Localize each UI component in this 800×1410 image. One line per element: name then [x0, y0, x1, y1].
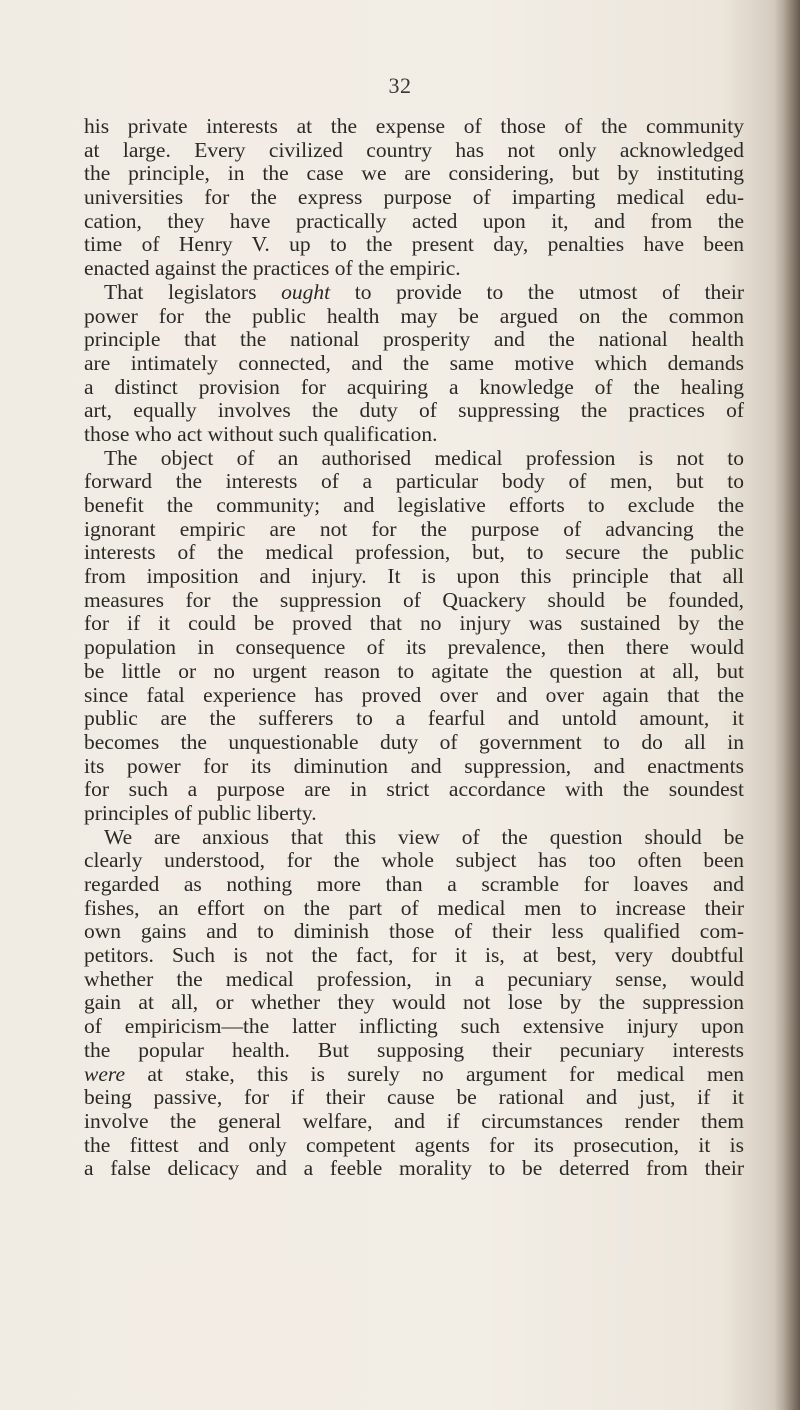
text-line: the principle, in the case we are considering, but by instituting	[84, 162, 744, 186]
text-line: petitors. Such is not the fact, for it is, at best, very doubtful	[84, 944, 744, 968]
text-line: its power for its diminution and suppression, and enactments	[84, 754, 744, 778]
text-line: enacted against the practices of the empiric.	[84, 257, 461, 281]
text-line: principle that the national prosperity and the national health	[84, 328, 744, 352]
emphasis: ought	[281, 280, 331, 304]
text-line: time of Henry V. up to the present day, penalties have been	[84, 233, 744, 257]
text-line: interests of the medical profession, but, to secure the public	[84, 541, 744, 565]
text-run: to provide to the utmost of their	[330, 280, 744, 304]
text-line: for if it could be proved that no injury was sustained by the	[84, 612, 744, 636]
text-line	[84, 1063, 744, 1087]
text-line: forward the interests of a particular body of men, but to	[84, 470, 744, 494]
text-line: at large. Every civilized country has not only acknowledged	[84, 138, 744, 162]
text-run: That legislators	[104, 280, 282, 304]
text-line: ignorant empiric are not for the purpose of advancing the	[84, 517, 744, 541]
text-line: from imposition and injury. It is upon this principle that all	[84, 565, 744, 589]
text-line: own gains and to diminish those of their less qualified com-	[84, 920, 744, 944]
text-line: universities for the express purpose of imparting medical edu-	[84, 186, 744, 210]
text-line: a false delicacy and a feeble morality to be deterred from their	[84, 1157, 744, 1181]
text-line: a distinct provision for acquiring a knowledge of the healing	[84, 375, 744, 399]
text-line: clearly understood, for the whole subject has too often been	[84, 849, 744, 873]
text-line: measures for the suppression of Quackery should be founded,	[84, 588, 744, 612]
text-line: benefit the community; and legislative efforts to exclude the	[84, 494, 744, 517]
text-line	[84, 281, 744, 305]
text-line: whether the medical profession, in a pecuniary sense, would	[84, 967, 744, 991]
text-line: being passive, for if their cause be rational and just, if it	[84, 1086, 744, 1110]
text-line: becomes the unquestionable duty of government to do all in	[84, 730, 744, 754]
text-line: be little or no urgent reason to agitate the question at all, but	[84, 659, 744, 683]
text-line: for such a purpose are in strict accordance with the soundest	[84, 778, 744, 802]
text-line: art, equally involves the duty of suppressing the practices of	[84, 399, 744, 423]
text-line: since fatal experience has proved over and over again that the	[84, 683, 744, 707]
text-line: The object of an authorised medical profession is not to	[104, 446, 744, 470]
text-line: cation, they have practically acted upon it, and from the	[84, 209, 744, 233]
page-number: 32	[388, 73, 412, 98]
text-line: the fittest and only competent agents for its prosecution, it is	[84, 1133, 744, 1157]
text-run: at stake, this is surely no argument for medical men	[125, 1062, 744, 1086]
text-line: gain at all, or whether they would not lose by the suppression	[84, 991, 744, 1015]
text-line: regarded as nothing more than a scramble for loaves and	[84, 873, 744, 896]
text-line: principles of public liberty.	[84, 801, 317, 825]
text-line: his private interests at the expense of those of the community	[84, 115, 744, 138]
text-line: are intimately connected, and the same motive which demands	[84, 351, 744, 375]
text-line: population in consequence of its prevalence, then there would	[84, 636, 744, 660]
emphasis: were	[84, 1062, 125, 1086]
text-line: fishes, an effort on the part of medical men to increase their	[84, 896, 744, 920]
text-line: power for the public health may be argued on the common	[84, 304, 744, 328]
body-text	[84, 115, 744, 1181]
text-line: those who act without such qualification.	[84, 422, 438, 446]
text-line: public are the sufferers to a fearful and untold amount, it	[84, 707, 744, 731]
text-line: We are anxious that this view of the question should be	[104, 825, 744, 849]
text-line: the popular health. But supposing their pecuniary interests	[84, 1038, 744, 1062]
page-spine-shadow	[774, 0, 800, 1410]
text-line: involve the general welfare, and if circumstances render them	[84, 1109, 744, 1133]
text-line: of empiricism—the latter inflicting such extensive injury upon	[84, 1015, 744, 1039]
